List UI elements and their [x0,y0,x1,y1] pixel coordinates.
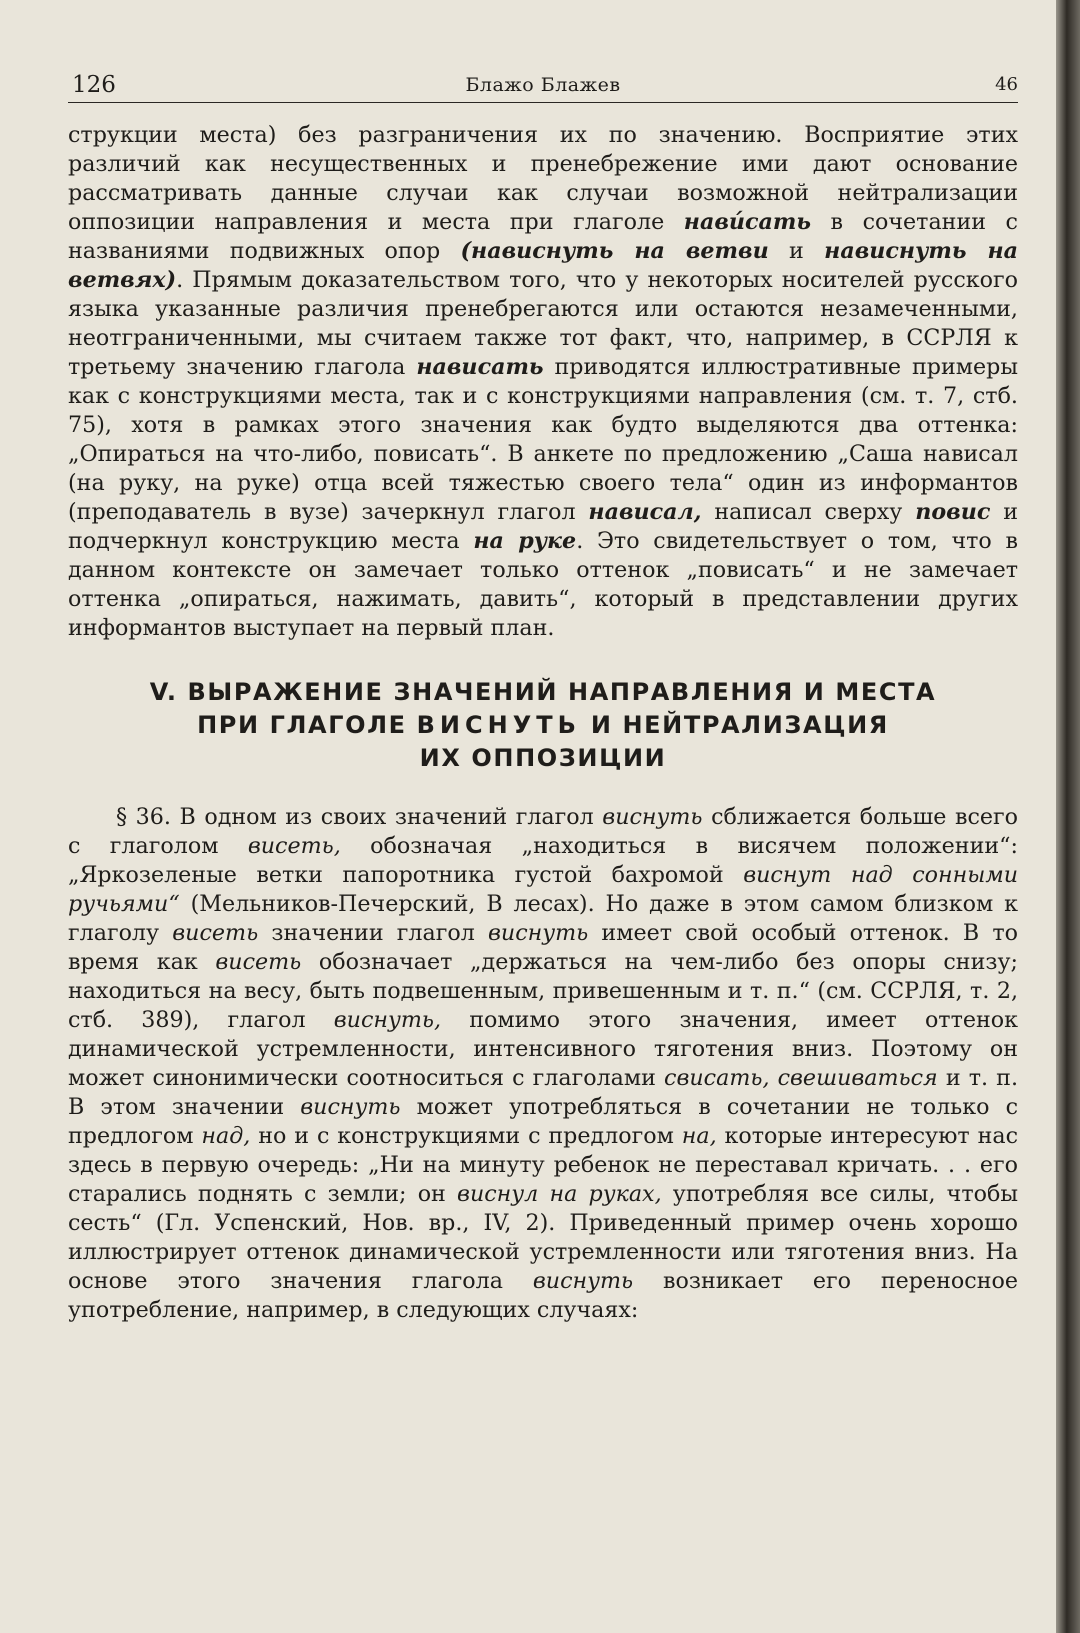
italic-term: нави́сать [683,209,812,235]
text-run: . Это свидетельствует о том, что в данном контексте он замечает только оттенок „повисать“ и не замечает оттенка „опираться, нажимать, давить“, который в представлении других информантов выступает на первый план. [68,528,1018,641]
italic-term: свисать, свешиваться [664,1065,938,1091]
text-run: . Прямым доказательством того, что у некоторых носителей русского языка указанные различия пренебрегаются или остаются незамеченными, неотграниченными, мы считаем также тот факт, что, например, в ССРЛЯ к третьему значению глагола [68,267,1018,380]
text-run: в сочетании с названиями подвижных опор [68,209,1018,264]
text-run: употребляя все силы, чтобы сесть“ (Гл. Успенский, Нов. вр., IV, 2). Приведенный пример очень хорошо иллюстрирует оттенок динамической устремленности или тяготения вниз. На основе этого значения глагола [68,1181,1019,1294]
heading-text: И НЕЙТРАЛИЗАЦИЯ [590,711,889,739]
text-run: написал сверху [701,499,916,525]
italic-term: на руке [473,528,577,554]
text-run: имеет свой особый оттенок. В то время как [68,920,1018,975]
book-spine-shadow [1056,0,1080,1633]
text-run: может употребляться в сочетании не только с предлогом [68,1094,1018,1149]
italic-term: висеть [172,920,259,946]
italic-term: виснуть [488,920,589,946]
book-page [68,58,1018,1325]
italic-term: над, [201,1123,251,1149]
italic-term: висеть, [247,833,341,859]
text-run: и т. п. В этом значении [68,1065,1019,1120]
section-heading [68,676,1018,775]
heading-line-1: V. ВЫРАЖЕНИЕ ЗНАЧЕНИЙ НАПРАВЛЕНИЯ И МЕСТА [149,678,937,706]
page-body [68,121,1018,1325]
italic-term: повис [915,499,991,525]
italic-term: на, [681,1123,717,1149]
heading-text: ПРИ ГЛАГОЛЕ [197,711,407,739]
italic-term: виснул на руках, [457,1181,662,1207]
text-run: помимо этого значения, имеет оттенок динамической устремленности, интенсивного тяготения вниз. Поэтому он может синонимически соотноситься с глаголами [68,1007,1018,1091]
italic-term: виснут над сонными ручьями“ [68,862,1019,917]
heading-line-2 [68,709,1018,742]
paragraph-section-36 [68,803,1018,1325]
italic-term: виснуть [602,804,703,830]
italic-term: висеть [215,949,302,975]
text-run: обозначая „находиться в висячем положении“: „Яркозеленые ветки папоротника густой бахромой [68,833,1018,888]
text-run: и [768,238,825,264]
italic-term: виснуть [300,1094,401,1120]
text-run: возникает его переносное употребление, например, в следующих случаях: [68,1268,1018,1323]
page-number: 126 [72,72,116,98]
text-run: (Мельников-Печерский, В лесах). Но даже в этом самом близком к глаголу [68,891,1018,946]
italic-term: нависать [416,354,544,380]
text-run: и подчеркнул конструкцию места [68,499,1018,554]
text-run: но и с конструкциями с предлогом [250,1123,682,1149]
italic-term: нависал, [588,499,702,525]
running-head-author: Блажо Блажев [465,74,621,96]
text-run: § 36. В одном из своих значений глагол [116,804,603,830]
italic-term: (нависнуть на ветви [460,238,769,264]
heading-verb: ВИСНУТЬ [416,711,581,739]
text-run: сближается больше всего с глаголом [68,804,1018,859]
text-run: обозначает „держаться на чем-либо без опоры снизу; находиться на весу, быть подвешенным, привешенным и т. п.“ (см. ССРЛЯ, т. 2, стб. 389), глагол [68,949,1018,1033]
italic-term: нависнуть на ветвях) [68,238,1018,293]
italic-term: виснуть, [333,1007,442,1033]
text-run: струкции места) без разграничения их по значению. Восприятие этих различий как несущественных и пренебрежение ими дают основание рассматривать данные случаи как случаи возможной нейтрализации оппозиции направления и места при глаголе [68,122,1018,235]
text-run: значении глагол [258,920,489,946]
running-header [68,58,1018,103]
signature-mark: 46 [995,74,1018,95]
paragraph-continuation [68,121,1018,643]
text-run: приводятся иллюстративные примеры как с конструкциями места, так и с конструкциями направления (см. т. 7, стб. 75), хотя в рамках этого значения как будто выделяются два оттенка: „Опираться на что-либо, повисать“. В анкете по предложению „Саша нависал (на руку, на руке) отца всей тяжестью своего тела“ один из информантов (преподаватель в вузе) зачеркнул глагол [68,354,1018,525]
heading-line-3: ИХ ОППОЗИЦИИ [419,744,667,772]
text-run: которые интересуют нас здесь в первую очередь: „Ни на минуту ребенок не переставал кричать. . . его старались поднять с земли; он [68,1123,1019,1207]
italic-term: виснуть [532,1268,634,1294]
